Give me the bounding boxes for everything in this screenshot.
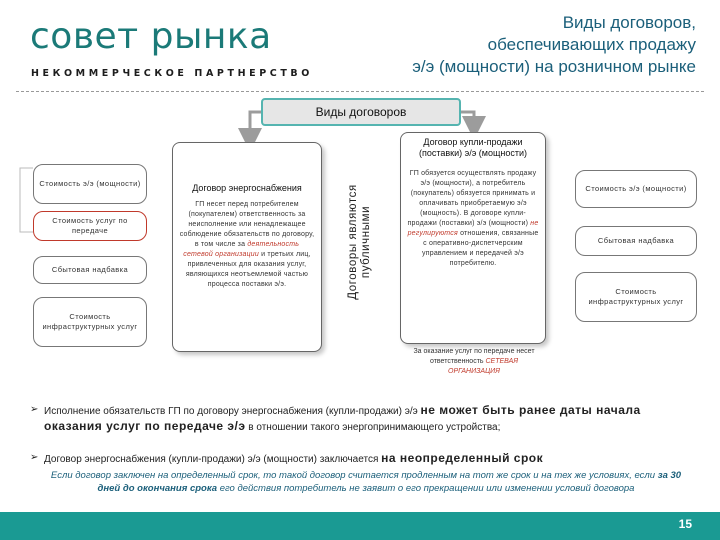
network-note-text: За оказание услуг по передаче несет ответственность <box>413 348 535 365</box>
arrow-to-energy-contract <box>250 112 261 140</box>
contract-types-label: Виды договоров <box>261 98 461 126</box>
purchase-contract-name: Договор купли-продажи (поставки) э/э (мощности) <box>418 137 528 158</box>
energy-contract-body <box>179 200 315 290</box>
bullet-1-bold: не может быть ранее даты начала оказания услуг по передаче э/э <box>44 403 641 433</box>
logo: совет рынка <box>30 16 272 57</box>
public-contracts-label <box>332 144 388 340</box>
title-line-3: э/э (мощности) на розничном рынке <box>412 57 696 76</box>
left-item-infrastructure: Стоимость инфраструктурных услуг <box>33 297 147 347</box>
title-line-2: обеспечивающих продажу <box>487 35 696 54</box>
italic-note-bold: за 30 дней до окончания срока <box>97 470 682 494</box>
right-item-markup: Сбытовая надбавка <box>575 226 697 256</box>
purchase-body-post: отношения, связанные с оперативно-диспетчерским управлением и передачей э/э потребителю. <box>422 230 539 267</box>
bullet-1-tail: в отношении такого энергопринимающего устройства; <box>248 422 501 433</box>
bullet-2-bold: на неопределенный срок <box>381 451 544 465</box>
purchase-body-pre: ГП обязуется осуществлять продажу э/э (мощности), а потребитель (покупатель) обязуется принимать и оплачивать приобретаемую э/э (мощность). В договоре купли-продажи (поставки) э/э (мощности) <box>407 170 537 227</box>
energy-supply-contract <box>172 142 322 352</box>
bullet-arrow-icon: ➢ <box>30 452 39 463</box>
bullet-1 <box>30 403 702 435</box>
arrow-to-purchase-contract <box>461 112 474 128</box>
logo-subtitle: НЕКОММЕРЧЕСКОЕ ПАРТНЕРСТВО <box>31 68 313 79</box>
network-note-org: СЕТЕВАЯ ОРГАНИЗАЦИЯ <box>448 358 519 375</box>
energy-contract-name: Договор энергоснабжения <box>192 183 302 193</box>
bullet-arrow-icon: ➢ <box>30 404 39 415</box>
network-responsibility-note <box>404 347 544 377</box>
page-number: 15 <box>678 517 692 531</box>
energy-body-post: и третьих лиц, привлеченных для оказания услуг, являющихся неотъемлемой частью процесса поставки э/э. <box>185 251 311 288</box>
energy-body-network: деятельность сетевой организации <box>183 241 300 258</box>
italic-note-post: его действия потребитель не заявит о его прекращении или изменении условий договора <box>219 483 635 494</box>
bullet-list <box>30 403 702 495</box>
left-item-transmission-cost: Стоимость услуг по передаче <box>33 211 147 241</box>
left-bracket <box>20 168 33 232</box>
right-item-energy-cost: Стоимость э/э (мощности) <box>575 170 697 208</box>
bullet-2-italic-note <box>30 469 702 495</box>
purchase-contract-body <box>407 169 539 269</box>
purchase-contract <box>400 132 546 344</box>
energy-body-pre: ГП несет перед потребителем (покупателем) ответственность за неисполнение или ненадлежащее соблюдение обязательств по договору, в том числе за <box>179 201 315 248</box>
bullet-1-text: Исполнение обязательств ГП по договору энергоснабжения (купли-продажи) э/э <box>44 406 418 417</box>
public-label-line-2: публичными <box>360 205 372 279</box>
left-item-energy-cost: Стоимость э/э (мощности) <box>33 164 147 204</box>
purchase-body-not-regulated: не регулируются <box>407 220 539 237</box>
title-line-1: Виды договоров, <box>562 13 696 32</box>
bullet-2 <box>30 451 702 467</box>
public-label-line-1: Договоры являются <box>347 184 359 300</box>
footer-bar <box>0 512 720 540</box>
italic-note-pre: Если договор заключен на определенный срок, то такой договор считается продленным на тот же срок и на тех же условиях, если <box>50 470 656 481</box>
left-item-markup: Сбытовая надбавка <box>33 256 147 284</box>
bullet-2-text: Договор энергоснабжения (купли-продажи) э/э (мощности) заключается <box>44 454 379 465</box>
right-item-infrastructure: Стоимость инфраструктурных услуг <box>575 272 697 322</box>
